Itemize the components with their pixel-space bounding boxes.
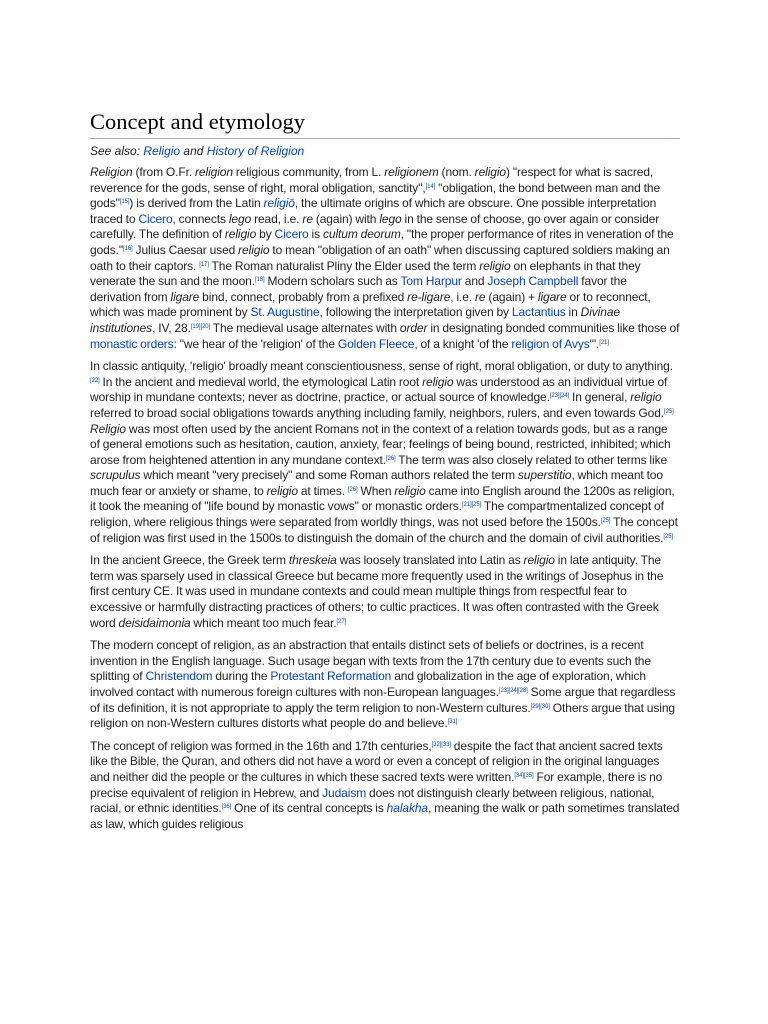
citation-ref[interactable]: [18] (254, 277, 265, 284)
citation-ref[interactable]: [19][20] (190, 323, 211, 330)
text-run: , of a knight 'of the (414, 336, 512, 351)
wiki-link[interactable]: Golden Fleece (337, 336, 415, 351)
italic-term: re (475, 289, 486, 304)
citation-ref[interactable]: [23][24][28] (498, 688, 528, 694)
hatnote-prefix: See also: (90, 144, 141, 158)
italic-term: religio (630, 390, 662, 405)
italic-term: lego (379, 211, 402, 226)
text-run: ) "respect for what is sacred, reverence for the gods, sense of right, moral obligation, sanctity", (90, 165, 654, 195)
text-run: , following the interpretation given by (319, 305, 512, 320)
paragraph-3 (90, 553, 680, 631)
citation-ref[interactable]: [25] (664, 408, 674, 415)
article-body (90, 165, 680, 832)
wiki-link[interactable]: Tom Harpur (400, 274, 462, 289)
wiki-link[interactable]: monastic orders (90, 336, 174, 351)
citation-ref[interactable]: [26] (385, 455, 396, 462)
link-religio[interactable]: Religio (143, 144, 181, 158)
wiki-link[interactable]: religiō (263, 196, 295, 211)
hatnote (90, 143, 680, 159)
italic-term: religionem (384, 165, 439, 179)
citation-ref[interactable]: [34][35] (514, 772, 534, 779)
citation-ref[interactable]: [26] (347, 486, 358, 493)
text-run: '". (589, 336, 600, 351)
text-run: in the sense of choose, go over again or consider carefully. The definition of (90, 211, 660, 242)
text-run: in late antiquity. The term was sparsely used in classical Greece but became more frequently used in the writings of Josephus in the first century CE. It was used in mundane contexts and could mean multiple things from respectful fear to excessive or harmfully distracting practices of others; to cultic practices. It was often contrasted with the Greek word (90, 553, 664, 630)
text-run: or to reconnect, which was made prominent by (90, 289, 651, 320)
text-run: The concept of religion was first used in the 1500s to distinguish the domain of the church and the domain of civil authorities. (90, 515, 678, 545)
text-run: despite the fact that ancient sacred texts like the Bible, the Quran, and others did not have a word or even a concept of religion in the original languages and neither did the people or the cultures in which these sacred texts were written. (90, 738, 663, 784)
text-run: , IV, 28. (152, 320, 191, 335)
italic-term: religion (195, 165, 233, 179)
citation-ref[interactable]: [22] (90, 377, 100, 384)
text-run: was most often used by the ancient Romans not in the context of a relation towards gods, but as a range of general emotions such as hesitation, caution, anxiety, fear; feelings of being bound, restricted, inhibited; which arose from heightened attention in any mundane context. (90, 421, 671, 467)
citation-ref[interactable]: [21] (599, 339, 609, 346)
text-run: is (308, 227, 323, 242)
citation-ref[interactable]: [15] (119, 199, 130, 206)
citation-ref[interactable]: [36] (221, 804, 232, 811)
text-run: and (461, 274, 488, 289)
text-run: , connects (172, 211, 229, 226)
text-run: which meant "very precisely" and some Roman authors related the term (140, 468, 518, 483)
italic-term: deisidaimonia (118, 615, 191, 630)
paragraph-5 (90, 739, 680, 833)
italic-term: lego (228, 211, 252, 226)
paragraph-1 (90, 165, 680, 352)
text-run: "obligation, the bond between man and the gods" (90, 180, 661, 211)
italic-term: religio (238, 242, 270, 257)
citation-ref[interactable]: [25] (663, 533, 674, 540)
text-run: in (565, 305, 581, 320)
italic-term: religio (266, 483, 298, 498)
citation-ref[interactable]: [17] (199, 261, 209, 268)
text-run: In classic antiquity, 'religio' broadly meant conscientiousness, sense of right, moral obligation, or duty to anything. (90, 359, 673, 374)
text-run: read, i.e. (251, 211, 303, 226)
text-run: on elephants in that they venerate the sun and the moon. (90, 258, 641, 289)
text-run: In the ancient and medieval world, the etymological Latin root (99, 374, 423, 389)
italic-term: Religion (90, 165, 133, 179)
text-run: The Roman naturalist Pliny the Elder used the term (208, 258, 480, 273)
text-run: religious community, from L. (232, 165, 385, 179)
text-run: and globalization in the age of exploration, which involved contact with numerous foreign cultures with non-European languages. (90, 669, 646, 699)
citation-ref[interactable]: [25] (600, 518, 611, 525)
wiki-link[interactable]: Cicero (138, 211, 173, 226)
paragraph-2 (90, 359, 680, 546)
italic-term: religio (479, 258, 511, 273)
text-run: , meaning the walk or path sometimes translated as law, which guides religious (90, 801, 680, 831)
text-run: (nom. (438, 165, 475, 179)
text-run: When (357, 483, 395, 498)
italic-term: Divinae institutiones (90, 305, 620, 335)
text-run: Others argue that using religion on non-Western cultures distorts what people do and believe. (90, 700, 675, 731)
text-run: Julius Caesar used (132, 242, 239, 257)
text-run: which meant too much fear. (190, 615, 337, 630)
link-history-of-religion[interactable]: History of Religion (206, 144, 305, 158)
text-run: (again) with (312, 211, 380, 226)
text-run: (from O.Fr. (132, 165, 196, 179)
text-run: to mean "obligation of an oath" when discussing captured soldiers making an oath to their captors. (90, 242, 670, 273)
italic-term: religio (224, 227, 257, 242)
text-run: bind, connect, probably from a prefixed (199, 289, 408, 304)
italic-term: threskeia (288, 553, 337, 568)
text-run: referred to broad social obligations towards anything including family, neighbors, rulers, and even towards God. (90, 405, 665, 420)
article-section (90, 108, 680, 839)
text-run: Modern scholars such as (264, 274, 401, 289)
citation-ref[interactable]: [29][30] (530, 703, 550, 710)
citation-ref[interactable]: [21][25] (461, 502, 482, 509)
text-run: favor the derivation from (90, 274, 627, 304)
text-run: The term was also closely related to other terms like (395, 452, 668, 467)
text-run: , i.e. (450, 289, 476, 304)
text-run: was loosely translated into Latin as (336, 553, 524, 568)
italic-term: religio (394, 483, 426, 498)
italic-term: superstitio (517, 468, 572, 483)
wiki-link[interactable]: Protestant Reformation (270, 669, 392, 684)
text-run: The modern concept of religion, as an abstraction that entails distinct sets of beliefs or doctrines, is a recent invention in the English language. Such usage began with texts from the 17th century due to events such the splitting of (90, 638, 651, 684)
text-run: does not distinguish clearly between religious, national, racial, or ethnic identities. (90, 785, 655, 816)
italic-term: re (302, 211, 313, 226)
italic-term: religio (523, 553, 555, 568)
italic-term: ligare (170, 289, 200, 304)
text-run: Some argue that regardless of its definition, it is not appropriate to apply the term religion to non-Western cultures. (90, 685, 676, 715)
text-run: : "we hear of the 'religion' of the (173, 336, 338, 351)
wiki-link[interactable]: Lactantius (511, 305, 566, 320)
italic-term: order (399, 320, 428, 335)
citation-ref[interactable]: [16] (123, 245, 133, 252)
text-run: The compartmentalized concept of religion, where religious things were separated from worldly things, was not used before the 1500s. (90, 499, 664, 530)
italic-term: cultum deorum (322, 227, 401, 242)
hatnote-and: and (183, 144, 204, 158)
citation-ref[interactable]: [14] (425, 183, 436, 190)
wiki-link[interactable]: Joseph Campbell (487, 274, 579, 289)
wiki-link[interactable]: halakha (386, 801, 429, 816)
text-run: , the ultimate origins of which are obscure. One possible interpretation traced to (90, 196, 657, 226)
text-run: The concept of religion was formed in the 16th and 17th centuries, (90, 738, 432, 753)
italic-term: Religio (90, 421, 126, 436)
citation-ref[interactable]: [31] (447, 719, 458, 726)
text-run: In general, (569, 390, 631, 405)
text-run: was understood as an individual virtue of worship in mundane contexts; never as doctrine, practice, or actual source of knowledge. (90, 374, 668, 405)
text-run: , which meant too much fear or anxiety or shame, to (90, 468, 663, 498)
text-run: by (256, 227, 275, 242)
italic-term: religio (422, 374, 454, 389)
wiki-link[interactable]: Cicero (274, 227, 309, 242)
wiki-link[interactable]: religion of Avys (511, 336, 590, 351)
citation-ref[interactable]: [23][24] (549, 393, 570, 400)
text-run: ) is derived from the Latin (129, 196, 264, 211)
italic-term: re-ligare (407, 289, 451, 304)
wiki-link[interactable]: Christendom (145, 669, 213, 684)
text-run: In the ancient Greece, the Greek term (90, 553, 289, 568)
italic-term: ligare (537, 289, 567, 304)
text-run: One of its central concepts is (231, 801, 387, 816)
wiki-link[interactable]: Judaism (322, 785, 367, 800)
text-run: at times. (297, 483, 348, 498)
text-run: during the (212, 669, 271, 684)
text-run: The medieval usage alternates with (210, 320, 400, 335)
text-run: in designating bonded communities like those of (427, 320, 680, 335)
text-run: came into English around the 1200s as religion, it took the meaning of "life bound by monastic vows" or monastic orders. (90, 483, 675, 514)
text-run: (again) + (485, 289, 538, 304)
paragraph-4 (90, 638, 680, 732)
italic-term: scrupulus (90, 468, 141, 483)
text-run: , "the proper performance of rites in veneration of the gods." (90, 227, 674, 257)
citation-ref[interactable]: [32][33] (431, 741, 451, 748)
italic-term: religio (474, 165, 506, 179)
section-heading: Concept and etymology (90, 108, 680, 139)
text-run: For example, there is no precise equivalent of religion in Hebrew, and (90, 769, 663, 800)
citation-ref[interactable]: [27] (336, 618, 347, 625)
wiki-link[interactable]: St. Augustine (250, 305, 320, 320)
